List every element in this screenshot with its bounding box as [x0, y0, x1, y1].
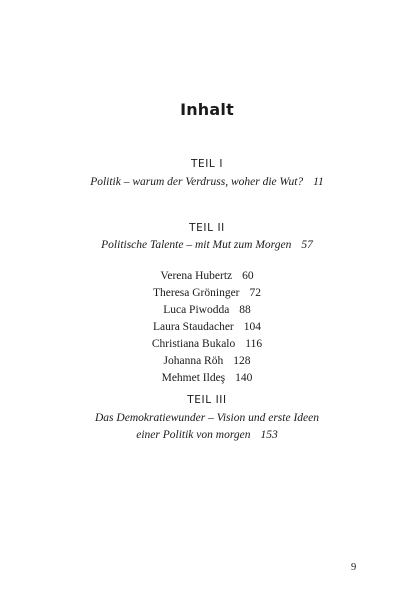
- entry-page-number: 88: [239, 304, 251, 316]
- part-3-title-first-line: Das Demokratiewunder – Vision und erste Ideen: [95, 412, 319, 424]
- entry-page-number: 140: [235, 372, 253, 384]
- part-3-page-number: 153: [260, 429, 278, 441]
- toc-entry[interactable]: [0, 285, 414, 302]
- toc-heading: Inhalt: [180, 100, 234, 119]
- part-1-title: Politik – warum der Verdruss, woher die Wut?: [90, 176, 304, 188]
- toc-entry[interactable]: [0, 353, 414, 370]
- entry-page-number: 116: [245, 338, 263, 350]
- part-1-page-number: 11: [313, 176, 324, 188]
- entry-name: Mehmet Ildeş: [161, 372, 226, 384]
- toc-entry[interactable]: [0, 319, 414, 336]
- entry-name: Christiana Bukalo: [151, 338, 236, 350]
- entry-name: Laura Staudacher: [152, 321, 234, 333]
- entry-page-number: 128: [233, 355, 251, 367]
- entry-page-number: 104: [243, 321, 262, 333]
- part-3-title-line-1[interactable]: [0, 410, 414, 426]
- toc-entry[interactable]: [0, 336, 414, 353]
- entry-page-number: 72: [249, 287, 262, 299]
- entry-name: Theresa Gröninger: [152, 287, 240, 299]
- entry-name: Verena Hubertz: [160, 270, 233, 282]
- part-2-entry-list: [0, 268, 414, 387]
- toc-entry[interactable]: [0, 268, 414, 285]
- part-2-title-line[interactable]: [0, 237, 414, 253]
- part-2-page-number: 57: [301, 239, 313, 251]
- part-1-label: TEIL I: [190, 158, 224, 170]
- entry-name: Luca Piwodda: [163, 304, 230, 316]
- toc-entry[interactable]: [0, 370, 414, 387]
- folio-page-number: 9: [351, 562, 357, 573]
- part-2-title: Politische Talente – mit Mut zum Morgen: [101, 239, 292, 251]
- entry-name: Johanna Röh: [163, 355, 224, 367]
- entry-page-number: 60: [242, 270, 254, 282]
- part-2-label: TEIL II: [189, 222, 225, 234]
- part-3-title-second-line: einer Politik von morgen: [136, 429, 251, 441]
- part-1-title-line[interactable]: [0, 174, 414, 190]
- part-3-label: TEIL III: [187, 394, 227, 406]
- toc-entry[interactable]: [0, 302, 414, 319]
- part-3-title-line-2[interactable]: [0, 427, 414, 443]
